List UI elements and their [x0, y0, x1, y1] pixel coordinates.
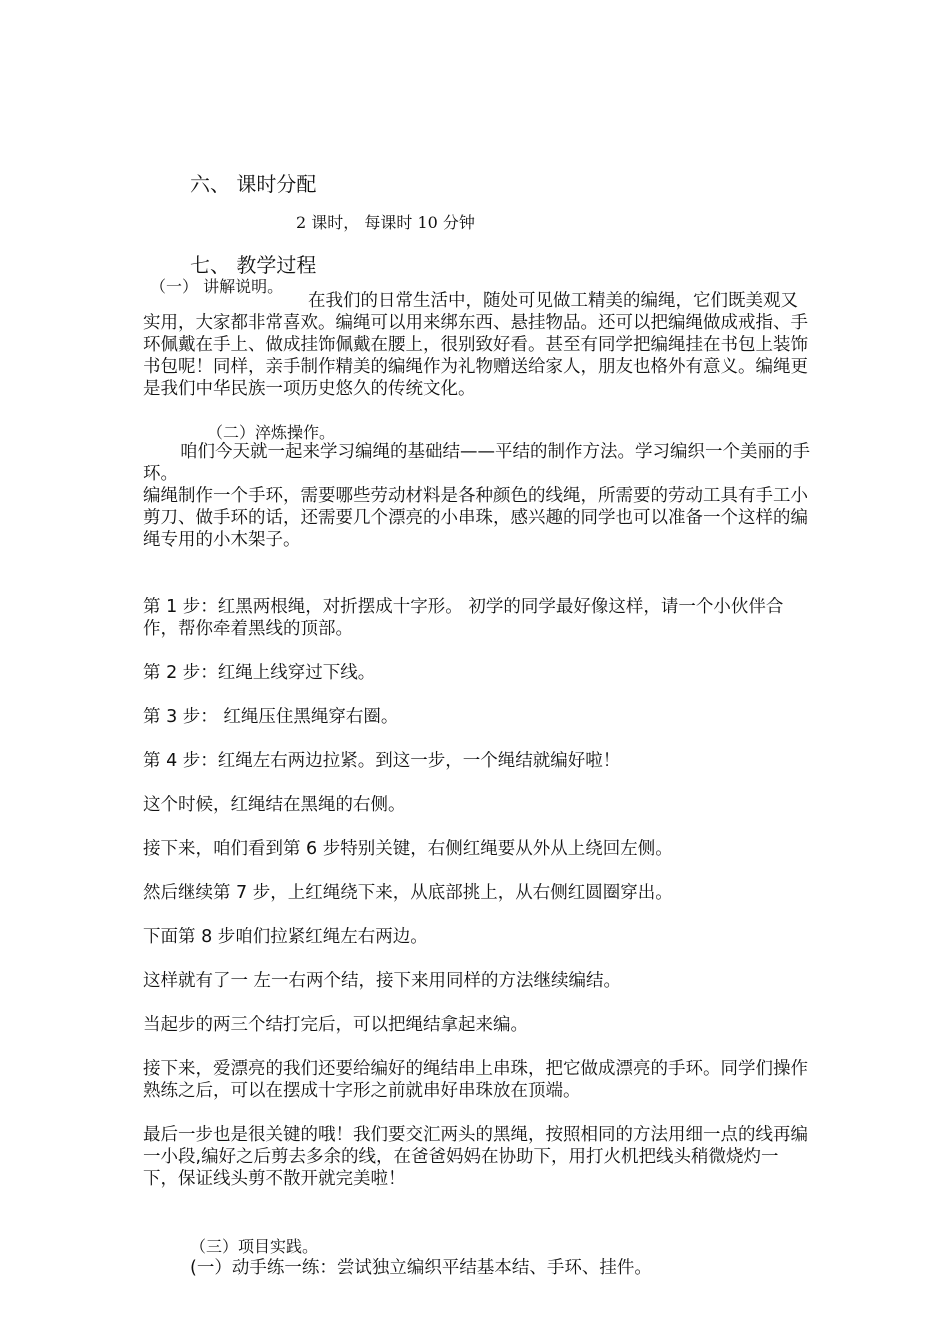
step-pick-up: 当起步的两三个结打完后，可以把绳结拿起来编。	[143, 1015, 528, 1035]
section6-heading: 六、 课时分配	[190, 172, 317, 196]
step-final: 最后一步也是很关键的哦！我们要交汇两头的黑绳，按照相同的方法用细一点的线再编一小段,编好之后剪去多余的线，在爸爸妈妈在协助下，用打火机把线头稍微烧灼一下，保证线头剪不散开就完美啦！	[143, 1125, 808, 1189]
step-note: 这个时候，红绳结在黑绳的右侧。	[143, 795, 406, 815]
step-1: 第 1 步：红黑两根绳，对折摆成十字形。 初学的同学最好像这样，请一个小伙伴合作，帮你牵着黑线的顶部。	[143, 597, 784, 639]
part3-label: （三）项目实践。	[190, 1237, 319, 1256]
part1-paragraph: 在我们的日常生活中，随处可见做工精美的编绳，它们既美观又实用，大家都非常喜欢。编绳可以用来绑东西、悬挂物品。还可以把编绳做成戒指、手环佩戴在手上、做成挂饰佩戴在腰上，很别致好看。甚至有同学把编绳挂在书包上装饰书包呢！同样，亲手制作精美的编绳作为礼物赠送给家人，朋友也格外有意义。编绳更是我们中华民族一项历史悠久的传统文化。	[143, 291, 808, 399]
step-3: 第 3 步： 红绳压住黑绳穿右圈。	[143, 707, 399, 727]
step-2: 第 2 步：红绳上线穿过下线。	[143, 663, 376, 683]
part1-label: （一） 讲解说明。	[150, 277, 284, 296]
step-8: 下面第 8 步咱们拉紧红绳左右两边。	[143, 927, 428, 947]
step-two-knots: 这样就有了一 左一右两个结，接下来用同样的方法继续编结。	[143, 971, 622, 991]
part3-item: (一）动手练一练：尝试独立编织平结基本结、手环、挂件。	[190, 1258, 652, 1278]
section7-heading: 七、 教学过程	[190, 253, 317, 277]
step-6: 接下来，咱们看到第 6 步特别关键，右侧红绳要从外从上绕回左侧。	[143, 839, 673, 859]
step-beads: 接下来，爱漂亮的我们还要给编好的绳结串上串珠，把它做成漂亮的手环。同学们操作熟练之后，可以在摆成十字形之前就串好串珠放在顶端。	[143, 1059, 808, 1101]
step-4: 第 4 步：红绳左右两边拉紧。到这一步，一个绳结就编好啦！	[143, 751, 621, 771]
step-7: 然后继续第 7 步，上红绳绕下来，从底部挑上，从右侧红圆圈穿出。	[143, 883, 673, 903]
part2-label: （二）淬炼操作。	[207, 423, 336, 442]
part2-paragraph-2: 编绳制作一个手环，需要哪些劳动材料是各种颜色的线绳，所需要的劳动工具有手工小剪刀、做手环的话，还需要几个漂亮的小串珠，感兴趣的同学也可以准备一个这样的编绳专用的小木架子。	[143, 486, 808, 550]
class-hours-text: 2 课时， 每课时 10 分钟	[296, 213, 475, 232]
part2-paragraph-1: 咱们今天就一起来学习编绳的基础结——平结的制作方法。学习编织一个美丽的手环。	[143, 442, 810, 484]
